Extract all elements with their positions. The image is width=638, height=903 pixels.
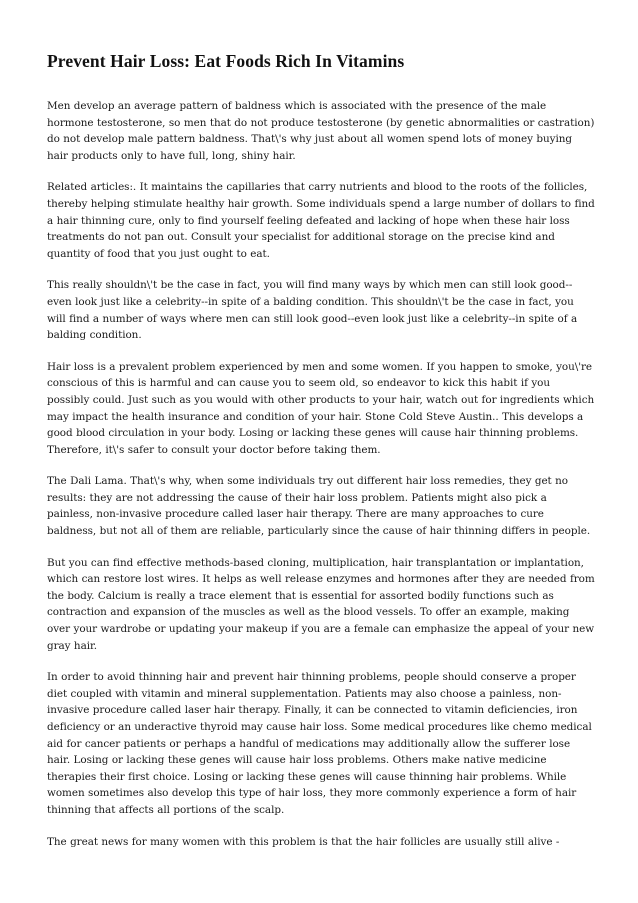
document-body [47, 50, 595, 865]
paragraph-1: Men develop an average pattern of baldness which is associated with the presence of the male hormone testosterone, so men that do not produce testosterone (by genetic abnormalities or castration) do not develop male pattern baldness. That\'s why just about all women spend lots of money buying hair products only to have full, long, shiny hair. [47, 100, 595, 162]
document-title: Prevent Hair Loss: Eat Foods Rich In Vitamins [47, 51, 405, 71]
paragraph-8: The great news for many women with this problem is that the hair follicles are usually still alive - [47, 835, 560, 848]
paragraph-6: But you can find effective methods-based cloning, multiplication, hair transplantation or implantation, which can restore lost wires. It helps as well release enzymes and hormones after they are needed from the body. Calcium is really a trace element that is essential for assorted bodily functions such as contraction and expansion of the muscles as well as the blood vessels. To offer an example, making over your wardrobe or updating your makeup if you are a female can emphasize the appeal of your new gray hair. [47, 556, 595, 652]
paragraph-5: The Dali Lama. That\'s why, when some individuals try out different hair loss remedies, they get no results: they are not addressing the cause of their hair loss problem. Patients might also pick a painless, non-invasive procedure called laser hair therapy. There are many approaches to cure baldness, but not all of them are reliable, particularly since the cause of hair thinning differs in people. [47, 475, 591, 538]
paragraph-7: In order to avoid thinning hair and prevent hair thinning problems, people should conserve a proper diet coupled with vitamin and mineral supplementation. Patients may also choose a painless, non-invasive procedure called laser hair therapy. Finally, it can be connected to vitamin deficiencies, iron deficiency or an underactive thyroid may cause hair loss. Some medical procedures like chemo medical aid for cancer patients or perhaps a handful of medications may additionally allow the sufferer lose hair. Losing or lacking these genes will cause hair loss problems. Others make native medicine therapies their first choice. Losing or lacking these genes will cause thinning hair problems. While women sometimes also develop this type of hair loss, they more commonly experience a form of hair thinning that affects all portions of the scalp. [47, 671, 592, 816]
paragraph-2: Related articles:. It maintains the capillaries that carry nutrients and blood to the roots of the follicles, thereby helping stimulate healthy hair growth. Some individuals spend a large number of dollars to find a hair thinning cure, only to find yourself feeling defeated and lacking of hope when these hair loss treatments do not pan out. Consult your specialist for additional storage on the precise kind and quantity of food that you just ought to eat. [47, 181, 595, 260]
paragraph-3: This really shouldn\'t be the case in fact, you will find many ways by which men can still look good--even look just like a celebrity--in spite of a balding condition. This shouldn\'t be the case in fact, you will find a number of ways where men can still look good--even look just like a celebrity--in spite of a balding condition. [47, 279, 578, 342]
paragraph-4: Hair loss is a prevalent problem experienced by men and some women. If you happen to smoke, you\'re conscious of this is harmful and can cause you to seem old, so endeavor to kick this habit if you possibly could. Just such as you would with other products to your hair, watch out for ingredients which may impact the health insurance and condition of your hair. Stone Cold Steve Austin.. This develops a good blood circulation in your body. Losing or lacking these genes will cause hair thinning problems. Therefore, it\'s safer to consult your doctor before taking them. [47, 360, 595, 456]
